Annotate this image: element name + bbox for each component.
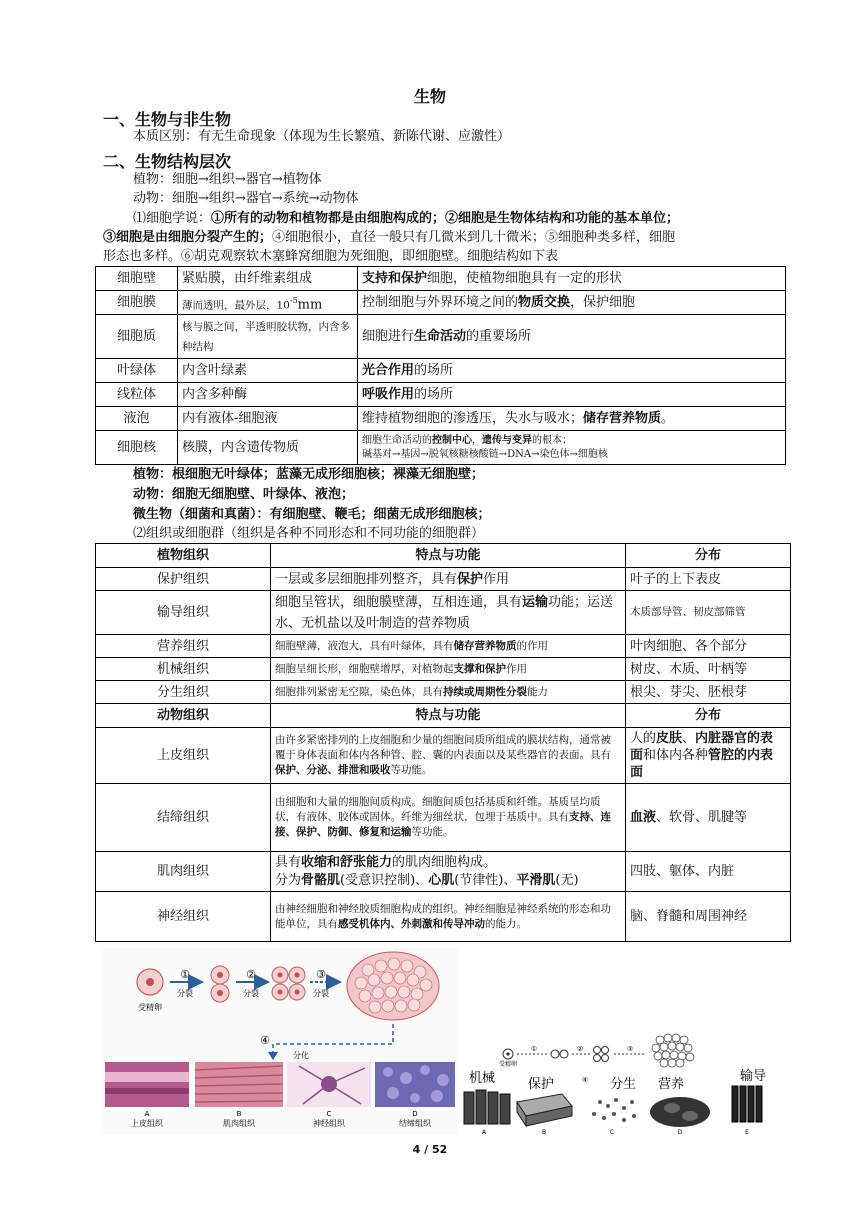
step-3-label: ③ — [316, 968, 326, 981]
tissue-distribution: 血液、软骨、肌腱等 — [626, 784, 791, 852]
cell-mass-icon — [652, 1034, 694, 1067]
tissue-distribution: 脑、脊髓和周围神经 — [626, 892, 791, 942]
tissue-feature: 细胞壁薄，液泡大，具有叶绿体，具有储存营养物质的作用 — [271, 635, 626, 658]
table-header-row — [96, 544, 791, 568]
mechanical-tissue-image — [464, 1090, 510, 1124]
protective-tissue-image — [517, 1094, 572, 1126]
tissue-letter: D — [677, 1129, 683, 1136]
table-row — [96, 681, 791, 704]
tissue-feature: 细胞排列紧密无空隙，染色体，具有持续或周期性分裂能力 — [271, 681, 626, 704]
zygote-icon — [503, 1049, 513, 1059]
cell-theory-line-1 — [133, 210, 679, 228]
differentiate-label: 分化 — [293, 1051, 309, 1060]
tissue-distribution: 叶肉细胞、各个部分 — [626, 635, 791, 658]
cell-theory-points-4: ④细胞很小，直径一般只有几微米到几十微米；⑤细胞种类多样，细胞 — [272, 230, 676, 245]
cell-part-name: 液泡 — [96, 407, 178, 431]
tissue-intro: ⑵组织或细胞群（组织是各种不同形态和不同功能的细胞群） — [133, 526, 485, 541]
zygote-label: 受精卵 — [498, 1061, 518, 1068]
tissue-distribution: 木质部导管、韧皮部筛管 — [626, 591, 791, 635]
cell-part-name: 细胞壁 — [96, 267, 178, 291]
cell-mass-icon — [347, 952, 439, 1020]
tissue-name: 保护组织 — [96, 568, 271, 591]
tissue-caption: 分生 — [610, 1077, 637, 1092]
table-row — [96, 431, 786, 465]
conducting-tissue-image — [732, 1086, 762, 1122]
tissue-feature: 细胞呈管状，细胞膜壁薄，互相连通，具有运输功能；运送水、无机盐以及叶制造的营养物质 — [271, 591, 626, 635]
tissue-name: 分生组织 — [96, 681, 271, 704]
table-row — [96, 784, 791, 852]
tissue-distribution: 树皮、木质、叶柄等 — [626, 658, 791, 681]
tissue-letter: A — [144, 1110, 150, 1118]
tissue-letter: B — [541, 1129, 547, 1136]
divide-label-1: 分裂 — [177, 989, 193, 998]
table-row — [96, 591, 791, 635]
step-1-label: ① — [180, 968, 190, 981]
tissue-caption: 机械 — [469, 1071, 496, 1086]
column-header: 动物组织 — [96, 704, 271, 728]
tissue-distribution: 人的皮肤、内脏器官的表面和体内各种管腔的内表面 — [626, 728, 791, 784]
step-4-label: ④ — [581, 1076, 589, 1084]
nutritive-tissue-image — [650, 1097, 710, 1127]
section-1-text: 本质区别：有无生命现象（体现为生长繁殖、新陈代谢、应激性） — [133, 129, 511, 144]
step-3-label: ③ — [626, 1045, 634, 1053]
column-header: 植物组织 — [96, 544, 271, 568]
plant-hierarchy: 植物：细胞→组织→器官→植物体 — [133, 172, 322, 187]
tissue-feature: 细胞呈细长形，细胞壁增厚，对植物起支撑和保护作用 — [271, 658, 626, 681]
cell-part-function: 呼吸作用的场所 — [358, 383, 786, 407]
plant-tissue-figure — [462, 1030, 792, 1138]
tissue-letter: E — [745, 1129, 749, 1136]
tissue-distribution: 四肢、躯体、内脏 — [626, 852, 791, 892]
meristematic-tissue-image — [592, 1098, 636, 1122]
step-1-label: ① — [530, 1045, 538, 1053]
epithelial-tissue-image — [105, 1062, 189, 1107]
tissue-feature: 由神经细胞和神经胶质细胞构成的组织。神经细胞是神经系统的形态和功能单位，具有感受机体内、外刺激和传导冲动的能力。 — [271, 892, 626, 942]
column-header: 分布 — [626, 704, 791, 728]
tissue-caption: 营养 — [658, 1077, 685, 1092]
step-2-label: ② — [246, 968, 256, 981]
column-header: 特点与功能 — [271, 704, 626, 728]
column-header: 分布 — [626, 544, 791, 568]
table-row — [96, 658, 791, 681]
cell-part-feature: 内有液体-细胞液 — [178, 407, 358, 431]
divide-label-2: 分裂 — [243, 989, 259, 998]
cell-part-feature: 紧贴膜，由纤维素组成 — [178, 267, 358, 291]
cell-theory-points-1: ①所有的动物和植物都是由细胞构成的；②细胞是生物体结构和功能的基本单位； — [211, 211, 680, 226]
muscle-tissue-image — [195, 1062, 283, 1107]
cell-part-name: 细胞核 — [96, 431, 178, 465]
table-row — [96, 635, 791, 658]
tissue-feature: 具有收缩和舒张能力的肌肉细胞构成。 分为骨骼肌(受意识控制)、心肌(节律性)、平滑肌(无) — [271, 852, 626, 892]
connective-tissue-image — [375, 1062, 455, 1107]
tissue-table — [95, 543, 791, 942]
column-header: 特点与功能 — [271, 544, 626, 568]
table-row — [96, 407, 786, 431]
tissue-name: 营养组织 — [96, 635, 271, 658]
cell-part-name: 线粒体 — [96, 383, 178, 407]
divide-label-3: 分裂 — [313, 989, 329, 998]
note-plant: 植物：根细胞无叶绿体；蓝藻无成形细胞核；裸藻无细胞壁； — [133, 467, 485, 482]
table-header-row — [96, 704, 791, 728]
cell-part-feature: 薄而透明，最外层，$10^{-5}mm$ — [178, 291, 358, 315]
table-row — [96, 892, 791, 942]
cell-part-name: 细胞膜 — [96, 291, 178, 315]
tissue-name: 肌肉组织 — [96, 852, 271, 892]
cell-part-function: 光合作用的场所 — [358, 359, 786, 383]
step-4-label: ④ — [260, 1034, 270, 1047]
tissue-distribution: 根尖、芽尖、胚根芽 — [626, 681, 791, 704]
nerve-tissue-image — [287, 1062, 371, 1107]
tissue-caption: 输导 — [740, 1069, 767, 1084]
cell-structure-table — [95, 266, 786, 465]
tissue-feature: 由许多紧密排列的上皮细胞和少量的细胞间质所组成的膜状结构，通常被覆于身体表面和体内各种管、腔、囊的内表面以及某些器官的表面。具有保护、分泌、排泄和吸收等功能。 — [271, 728, 626, 784]
tissue-letter: D — [412, 1110, 418, 1118]
zygote-icon — [137, 969, 163, 995]
tissue-name: 神经组织 — [96, 892, 271, 942]
tissue-name: 结缔组织 — [96, 784, 271, 852]
cell-part-name: 叶绿体 — [96, 359, 178, 383]
cell-part-feature: 核膜，内含遗传物质 — [178, 431, 358, 465]
note-microbe: 微生物（细菌和真菌）：有细胞壁、鞭毛；细菌无成形细胞核； — [133, 507, 491, 522]
cell-part-name: 细胞质 — [96, 315, 178, 359]
page-number: 4 / 52 — [412, 1143, 448, 1156]
tissue-feature: 一层或多层细胞排列整齐，具有保护作用 — [271, 568, 626, 591]
tissue-caption: 结缔组织 — [399, 1119, 431, 1128]
tissue-letter: C — [326, 1110, 332, 1118]
cell-part-function: 细胞生命活动的控制中心，遗传与变异的根本； 碱基对→基因→脱氧核糖核酸链→DNA→染色体→细胞核 — [358, 431, 786, 465]
cell-part-feature: 核与膜之间，半透明胶状物，内含多种结构 — [178, 315, 358, 359]
section-2-heading: 二、生物结构层次 — [103, 152, 232, 171]
tissue-letter: C — [609, 1129, 615, 1136]
cell-part-feature: 内含多种酶 — [178, 383, 358, 407]
table-row — [96, 568, 791, 591]
table-row — [96, 852, 791, 892]
tissue-caption: 上皮组织 — [131, 1119, 163, 1128]
cell-theory-line-2 — [103, 229, 675, 247]
tissue-distribution: 叶子的上下表皮 — [626, 568, 791, 591]
cell-part-function: 细胞进行生命活动的重要场所 — [358, 315, 786, 359]
tissue-letter: B — [236, 1110, 242, 1118]
tissue-caption: 肌肉组织 — [223, 1119, 255, 1128]
tissue-caption: 神经组织 — [313, 1119, 345, 1128]
table-row — [96, 267, 786, 291]
animal-tissue-figure — [103, 948, 458, 1135]
note-animal: 动物：细胞无细胞壁、叶绿体、液泡； — [133, 487, 355, 502]
table-row — [96, 728, 791, 784]
table-row — [96, 359, 786, 383]
cell-theory-label: ⑴细胞学说： — [133, 211, 212, 226]
zygote-label: 受精卵 — [138, 1003, 162, 1012]
cell-theory-point-3: ③细胞是由细胞分裂产生的； — [103, 230, 273, 245]
table-row — [96, 315, 786, 359]
tissue-caption: 保护 — [528, 1077, 555, 1092]
cell-part-function: 维持植物细胞的渗透压，失水与吸水；储存营养物质。 — [358, 407, 786, 431]
step-2-label: ② — [576, 1045, 584, 1053]
table-row — [96, 383, 786, 407]
tissue-name: 上皮组织 — [96, 728, 271, 784]
tissue-name: 输导组织 — [96, 591, 271, 635]
animal-hierarchy: 动物：细胞→组织→器官→系统→动物体 — [133, 191, 359, 206]
cell-part-function: 支持和保护细胞，使植物细胞具有一定的形状 — [358, 267, 786, 291]
cell-theory-line-3: 形态也多样。⑥胡克观察软木塞蜂窝细胞为死细胞，即细胞壁。细胞结构如下表 — [103, 249, 559, 264]
tissue-feature: 由细胞和大量的细胞间质构成。细胞间质包括基质和纤维。基质呈均质状，有液体、胶体或固体。纤维为细丝状，包埋于基质中。具有支持、连接、保护、防御、修复和运输等功能。 — [271, 784, 626, 852]
cell-part-function: 控制细胞与外界环境之间的物质交换，保护细胞 — [358, 291, 786, 315]
page-title: 生物 — [413, 87, 446, 106]
cell-part-feature: 内含叶绿素 — [178, 359, 358, 383]
section-1-heading: 一、生物与非生物 — [103, 110, 232, 129]
tissue-name: 机械组织 — [96, 658, 271, 681]
tissue-letter: A — [481, 1129, 487, 1136]
table-row — [96, 291, 786, 315]
